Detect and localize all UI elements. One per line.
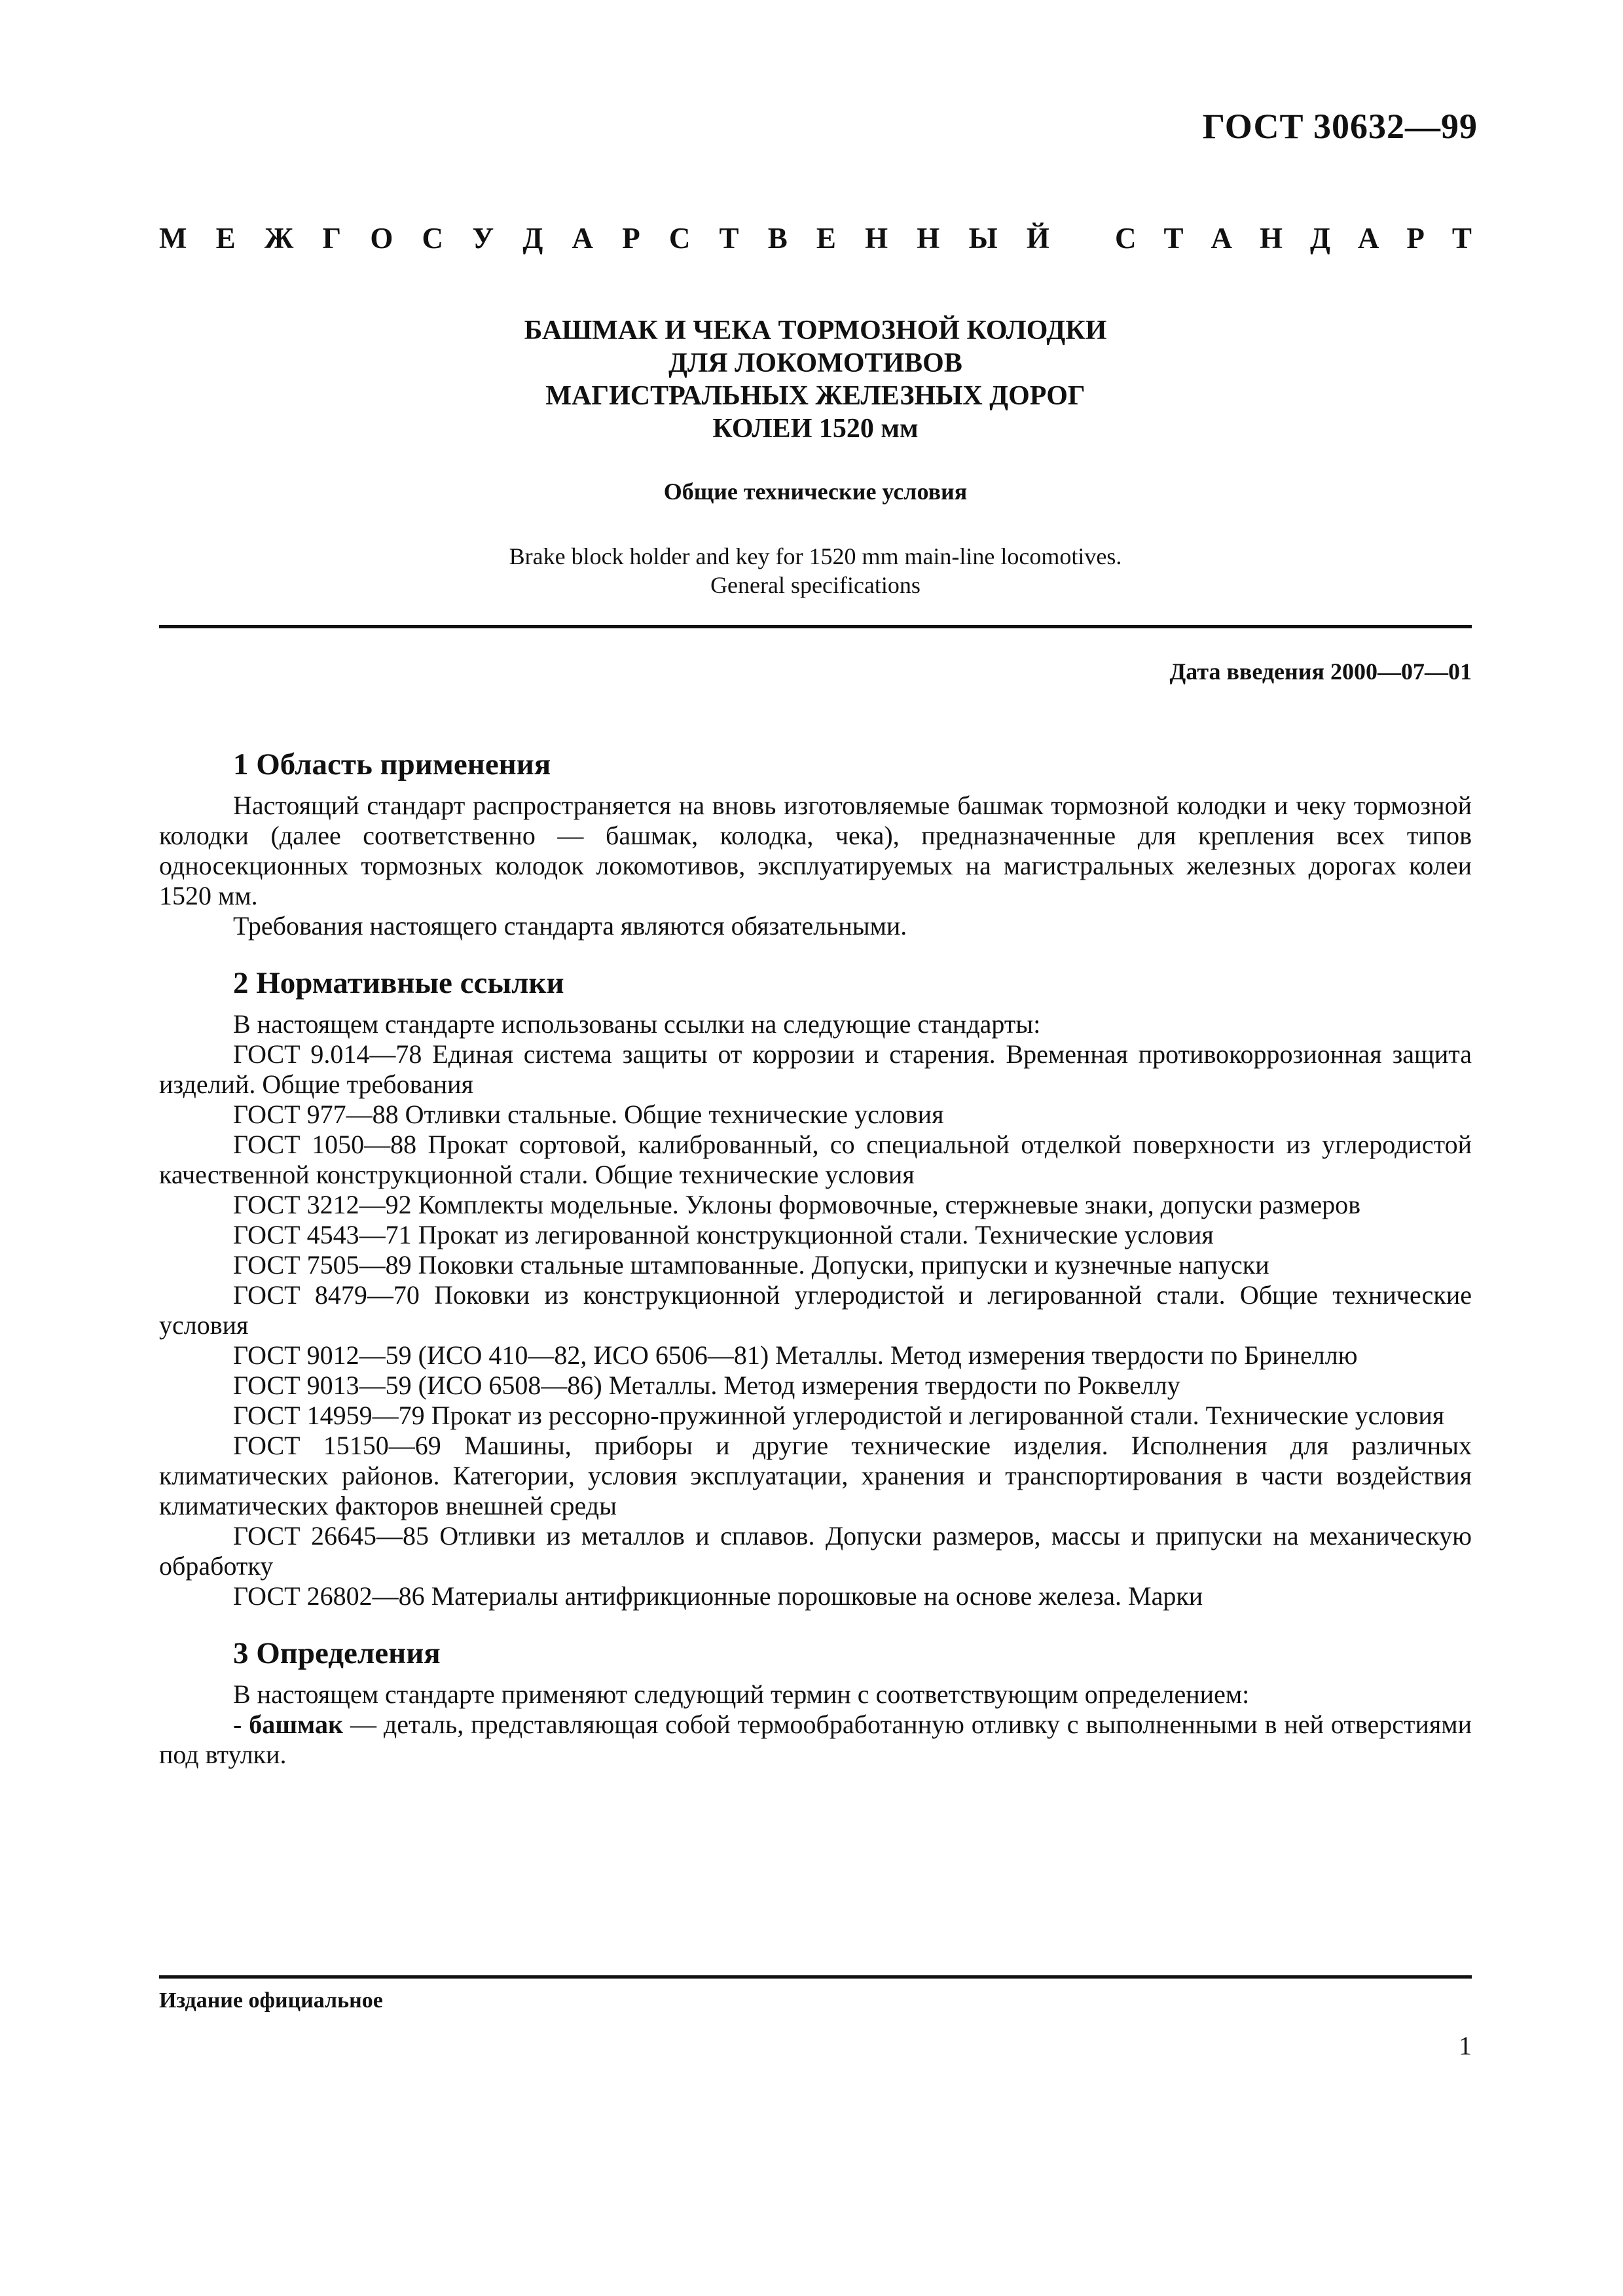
- title-line: КОЛЕИ 1520 мм: [712, 414, 919, 444]
- banner-letter: Й: [1026, 222, 1049, 255]
- banner-letter: С: [1115, 222, 1137, 255]
- banner-letter: Ы: [968, 222, 998, 255]
- banner-letter: Н: [865, 222, 888, 255]
- banner-letter: С: [422, 222, 444, 255]
- reference-item: ГОСТ 1050—88 Прокат сортовой, калиброванный, со специальной отделкой поверхности из углеродистой качественной конструкционной стали. Общие технические условия: [159, 1130, 1472, 1189]
- banner-letter: Р: [622, 222, 640, 255]
- title-line: ДЛЯ ЛОКОМОТИВОВ: [668, 348, 962, 378]
- reference-item: ГОСТ 3212—92 Комплекты модельные. Уклоны формовочные, стержневые знаки, допуски размеров: [233, 1190, 1360, 1219]
- page-number: 1: [1459, 2031, 1472, 2060]
- banner-letter: Е: [215, 222, 236, 255]
- title-line: МАГИСТРАЛЬНЫХ ЖЕЛЕЗНЫХ ДОРОГ: [545, 381, 1085, 411]
- reference-item: ГОСТ 26645—85 Отливки из металлов и сплавов. Допуски размеров, массы и припуски на механическую обработку: [159, 1521, 1472, 1581]
- banner-letter: Д: [1309, 222, 1330, 255]
- section-heading-scope: 1 Область применения: [233, 747, 551, 781]
- paragraph: Требования настоящего стандарта являются обязательными.: [233, 911, 907, 941]
- paragraph: В настоящем стандарте использованы ссылки на следующие стандарты:: [233, 1009, 1041, 1039]
- introduction-date: Дата введения 2000—07—01: [1169, 658, 1472, 685]
- banner-letter: Т: [719, 222, 739, 255]
- banner-letter: У: [472, 222, 494, 255]
- paragraph: Настоящий стандарт распространяется на вновь изготовляемые башмак тормозной колодки и чеку тормозной колодки (далее соответственно — башмак, колодка, чека), предназначенные для крепления всех типов односекционных тормозных колодок локомотивов, эксплуатируемых на магистральных железных дорогах колеи 1520 мм.: [159, 791, 1472, 910]
- reference-item: ГОСТ 14959—79 Прокат из рессорно-пружинной углеродистой и легированной стали. Технические условия: [233, 1401, 1445, 1430]
- english-title-line: General specifications: [710, 572, 921, 598]
- definition-text: — деталь, представляющая собой термообработанную отливку с выполненными в ней отверстиями под втулки.: [159, 1710, 1472, 1769]
- reference-item: ГОСТ 9012—59 (ИСО 410—82, ИСО 6506—81) Металлы. Метод измерения твердости по Бринеллю: [233, 1340, 1358, 1370]
- definition-prefix: -: [233, 1710, 249, 1739]
- definition-term: башмак: [249, 1710, 344, 1739]
- banner-letter: С: [668, 222, 691, 255]
- banner-letter: Т: [1163, 222, 1184, 255]
- banner-letter: Н: [1259, 222, 1283, 255]
- reference-item: ГОСТ 977—88 Отливки стальные. Общие технические условия: [233, 1100, 944, 1129]
- english-title-line: Brake block holder and key for 1520 mm main-line locomotives.: [509, 543, 1122, 569]
- banner-word-interstate: [159, 221, 1049, 255]
- english-title: [159, 542, 1472, 600]
- section-heading-references: 2 Нормативные ссылки: [233, 966, 564, 1000]
- reference-item: ГОСТ 9013—59 (ИСО 6508—86) Металлы. Метод измерения твердости по Роквеллу: [233, 1371, 1180, 1400]
- interstate-standard-banner: [159, 221, 1472, 255]
- definition-item: [159, 1710, 1472, 1770]
- footer-divider: [159, 1975, 1472, 1979]
- banner-letter: Н: [917, 222, 940, 255]
- banner-letter: А: [572, 222, 594, 255]
- document-code: ГОСТ 30632—99: [1202, 107, 1478, 146]
- reference-item: ГОСТ 4543—71 Прокат из легированной конструкционной стали. Технические условия: [233, 1220, 1214, 1249]
- reference-item: ГОСТ 26802—86 Материалы антифрикционные порошковые на основе железа. Марки: [233, 1581, 1203, 1611]
- banner-letter: Д: [522, 222, 543, 255]
- reference-item: ГОСТ 7505—89 Поковки стальные штампованные. Допуски, припуски и кузнечные напуски: [233, 1250, 1269, 1280]
- banner-letter: Г: [322, 222, 342, 255]
- banner-word-standard: [1115, 221, 1472, 255]
- title-line: БАШМАК И ЧЕКА ТОРМОЗНОЙ КОЛОДКИ: [524, 315, 1107, 346]
- banner-letter: А: [1357, 222, 1379, 255]
- reference-item: ГОСТ 8479—70 Поковки из конструкционной углеродистой и легированной стали. Общие технические условия: [159, 1280, 1472, 1340]
- paragraph: В настоящем стандарте применяют следующий термин с соответствующим определением:: [233, 1679, 1250, 1709]
- banner-letter: Р: [1406, 222, 1425, 255]
- banner-letter: О: [370, 222, 393, 255]
- banner-letter: В: [767, 222, 788, 255]
- edition-label: Издание официальное: [159, 1988, 383, 2013]
- reference-item: ГОСТ 9.014—78 Единая система защиты от коррозии и старения. Временная противокоррозионная защита изделий. Общие требования: [159, 1039, 1472, 1099]
- banner-letter: А: [1211, 222, 1232, 255]
- section-heading-definitions: 3 Определения: [233, 1636, 441, 1670]
- banner-letter: Ж: [264, 222, 294, 255]
- banner-letter: Е: [816, 222, 836, 255]
- header-divider: [159, 625, 1472, 628]
- document-body: [159, 746, 1472, 1770]
- document-subtitle: Общие технические условия: [663, 478, 968, 505]
- reference-item: ГОСТ 15150—69 Машины, приборы и другие технические изделия. Исполнения для различных климатических районов. Категории, условия эксплуатации, хранения и транспортирования в части воздействия климатических факторов внешней среды: [159, 1431, 1472, 1520]
- banner-letter: Т: [1451, 222, 1472, 255]
- document-title: [159, 314, 1472, 445]
- banner-letter: М: [159, 222, 187, 255]
